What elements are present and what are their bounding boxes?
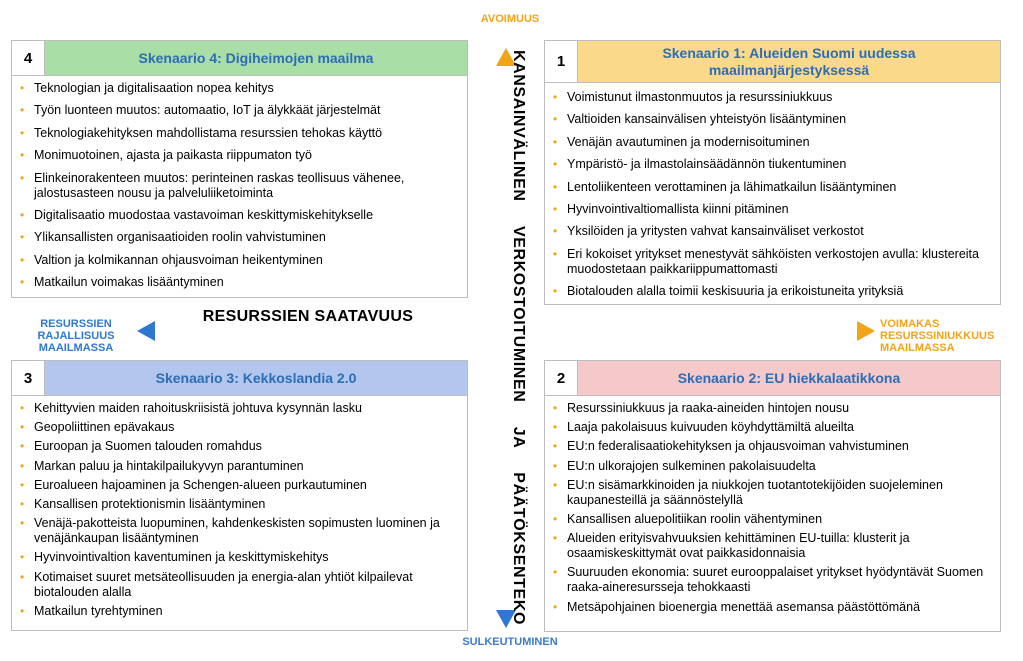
- list-item-text: Alueiden erityisvahvuuksien kehittäminen EU-tuilla: klusterit ja osaamiskeskittymät ovat paikkasidonnaisia: [567, 531, 910, 561]
- list-item: [12, 478, 467, 493]
- list-item-text: Hyvinvointivaltion kaventuminen ja keskittymiskehitys: [34, 550, 329, 565]
- bullet-icon: •: [553, 477, 558, 492]
- list-item-text: Geopoliittinen epävakaus: [34, 420, 175, 435]
- scenario-title: Skenaario 4: Digiheimojen maailma: [45, 41, 467, 75]
- list-item-text: Ylikansallisten organisaatioiden roolin vahvistuminen: [34, 230, 326, 245]
- list-item: [12, 81, 467, 96]
- list-item: [545, 439, 1000, 454]
- bullet-icon: •: [553, 599, 558, 614]
- bullet-icon: •: [20, 81, 25, 95]
- bullet-icon: •: [553, 531, 558, 546]
- list-item-text: Teknologian ja digitalisaation nopea kehitys: [34, 81, 274, 95]
- list-item: [12, 439, 467, 454]
- horizontal-axis-arrowhead-left: [137, 321, 155, 341]
- list-item: [12, 148, 467, 163]
- bullet-icon: •: [20, 439, 25, 454]
- axis-label-left: RESURSSIEN RAJALLISUUS MAAILMASSA: [37, 318, 115, 354]
- list-item-text: Teknologiakehityksen mahdollistama resurssien tehokas käyttö: [34, 125, 383, 140]
- list-item-text: Kansallisen aluepolitiikan roolin vähentyminen: [567, 511, 823, 526]
- bullet-icon: •: [20, 516, 25, 531]
- bullet-icon: •: [20, 230, 25, 245]
- bullet-icon: •: [553, 420, 558, 435]
- horizontal-axis-arrowhead-right: [857, 321, 875, 341]
- bullet-icon: •: [20, 496, 25, 511]
- bullet-icon: •: [20, 420, 25, 435]
- axis-label-top: AVOIMUUS: [480, 13, 540, 25]
- bullet-icon: •: [553, 401, 558, 415]
- list-item: [12, 230, 467, 245]
- scenario-number: 2: [545, 361, 578, 395]
- bullet-icon: •: [553, 157, 558, 172]
- list-item-text: Eri kokoiset yritykset menestyvät sähköisten verkostojen avulla: klustereita muodostetaan paikkariippumattomasti: [567, 246, 979, 276]
- list-item: [12, 550, 467, 565]
- axis-label-bottom: SULKEUTUMINEN: [462, 636, 558, 648]
- scenario-header: [545, 41, 1000, 82]
- bullet-icon: •: [553, 224, 558, 239]
- bullet-icon: •: [20, 275, 25, 290]
- list-item: [12, 570, 467, 600]
- list-item: [545, 247, 1000, 277]
- list-item: [545, 224, 1000, 239]
- list-item-text: Digitalisaatio muodostaa vastavoiman keskittymiskehitykselle: [34, 207, 374, 222]
- bullet-icon: •: [20, 477, 25, 492]
- scenario-body: [12, 395, 467, 623]
- scenario-header: [12, 41, 467, 75]
- list-item-text: Metsäpohjainen bioenergia menettää asemansa päästöttömänä: [567, 599, 921, 614]
- list-item-text: Valtioiden kansainvälisen yhteistyön lisääntyminen: [567, 112, 847, 127]
- list-item-text: Lentoliikenteen verottaminen ja lähimatkailun lisääntyminen: [567, 179, 897, 194]
- list-item: [545, 284, 1000, 299]
- list-item-text: Biotalouden alalla toimii keskisuuria ja erikoistuneita yrityksiä: [567, 284, 904, 299]
- list-item-text: Työn luonteen muutos: automaatio, IoT ja älykkäät järjestelmät: [34, 103, 381, 118]
- scenario-number: 4: [12, 41, 45, 75]
- bullet-icon: •: [20, 125, 25, 140]
- bullet-icon: •: [553, 565, 558, 580]
- bullet-icon: •: [20, 207, 25, 222]
- bullet-icon: •: [553, 284, 558, 299]
- list-item: [545, 512, 1000, 527]
- list-item: [12, 126, 467, 141]
- bullet-icon: •: [20, 458, 25, 473]
- list-item: [12, 171, 467, 201]
- list-item: [12, 253, 467, 268]
- bullet-icon: •: [553, 439, 558, 454]
- scenario-number: 1: [545, 41, 578, 82]
- list-item-text: Euroopan ja Suomen talouden romahdus: [34, 439, 262, 454]
- list-item: [12, 275, 467, 290]
- list-item: [545, 90, 1000, 105]
- scenario-header: [12, 361, 467, 395]
- bullet-icon: •: [20, 550, 25, 565]
- scenario-number: 3: [12, 361, 45, 395]
- scenario-title: Skenaario 1: Alueiden Suomi uudessa maailmanjärjestyksessä: [578, 41, 1000, 82]
- bullet-icon: •: [553, 179, 558, 194]
- list-item-text: Venäjä-pakotteista luopuminen, kahdenkeskisten sopimusten luominen ja venäjänkaupan lisääntyminen: [34, 516, 440, 546]
- list-item-text: Kotimaiset suuret metsäteollisuuden ja energia-alan yhtiöt kilpailevat biotalouden alalla: [34, 569, 413, 599]
- list-item: [545, 135, 1000, 150]
- list-item-text: Voimistunut ilmastonmuutos ja resurssiniukkuus: [567, 90, 833, 104]
- list-item: [12, 401, 467, 416]
- bullet-icon: •: [553, 458, 558, 473]
- list-item: [12, 516, 467, 546]
- list-item-text: Kansallisen protektionismin lisääntyminen: [34, 496, 266, 511]
- list-item-text: Matkailun tyrehtyminen: [34, 603, 163, 618]
- list-item: [545, 157, 1000, 172]
- bullet-icon: •: [20, 170, 25, 185]
- list-item: [12, 208, 467, 223]
- list-item: [545, 565, 1000, 595]
- bullet-icon: •: [553, 511, 558, 526]
- scenario-item-list: [12, 81, 467, 290]
- list-item-text: Markan paluu ja hintakilpailukyvyn parantuminen: [34, 458, 304, 473]
- list-item-text: Euroalueen hajoaminen ja Schengen-alueen purkautuminen: [34, 477, 367, 492]
- list-item-text: Suuruuden ekonomia: suuret eurooppalaiset yritykset hyödyntävät Suomen raaka-aineresursseja tehokkaasti: [567, 565, 984, 595]
- list-item: [545, 420, 1000, 435]
- list-item: [12, 103, 467, 118]
- scenario-body: [12, 75, 467, 298]
- bullet-icon: •: [553, 134, 558, 149]
- bullet-icon: •: [20, 569, 25, 584]
- list-item: [545, 478, 1000, 508]
- bullet-icon: •: [20, 103, 25, 118]
- list-item-text: Kehittyvien maiden rahoituskriisistä johtuva kysynnän lasku: [34, 401, 362, 415]
- list-item: [545, 531, 1000, 561]
- list-item-text: EU:n sisämarkkinoiden ja niukkojen tuotantotekijöiden suojeleminen kaupanesteillä ja säännöstelyllä: [567, 477, 943, 507]
- list-item: [545, 600, 1000, 615]
- scenario-body: [545, 395, 1000, 619]
- vertical-axis-title: KANSAINVÄLINEN VERKOSTOITUMINEN JA PÄÄTÖKSENTEKO: [510, 50, 527, 625]
- scenario-card-4: [11, 40, 468, 298]
- list-item: [12, 604, 467, 619]
- bullet-icon: •: [20, 603, 25, 618]
- scenario-title: Skenaario 3: Kekkoslandia 2.0: [45, 361, 467, 395]
- axis-label-right: VOIMAKAS RESURSSINIUKKUUS MAAILMASSA: [880, 318, 995, 354]
- list-item: [545, 202, 1000, 217]
- list-item: [545, 180, 1000, 195]
- bullet-icon: •: [20, 401, 25, 415]
- list-item: [12, 420, 467, 435]
- list-item: [545, 401, 1000, 416]
- scenario-item-list: [12, 401, 467, 619]
- bullet-icon: •: [553, 90, 558, 104]
- list-item-text: EU:n ulkorajojen sulkeminen pakolaisuudelta: [567, 458, 816, 473]
- scenario-card-2: [544, 360, 1001, 632]
- list-item-text: Ympäristö- ja ilmastolainsäädännön tiukentuminen: [567, 157, 847, 172]
- scenario-item-list: [545, 90, 1000, 299]
- list-item: [545, 112, 1000, 127]
- list-item: [545, 459, 1000, 474]
- bullet-icon: •: [20, 148, 25, 163]
- scenario-body: [545, 82, 1000, 307]
- list-item-text: Hyvinvointivaltiomallista kiinni pitäminen: [567, 201, 789, 216]
- list-item-text: Venäjän avautuminen ja modernisoituminen: [567, 134, 810, 149]
- list-item-text: Yksilöiden ja yritysten vahvat kansainväliset verkostot: [567, 224, 864, 239]
- list-item: [12, 459, 467, 474]
- scenario-header: [545, 361, 1000, 395]
- bullet-icon: •: [553, 246, 558, 261]
- scenario-card-3: [11, 360, 468, 631]
- list-item-text: EU:n federalisaatiokehityksen ja ohjausvoiman vahvistuminen: [567, 439, 909, 454]
- scenario-item-list: [545, 401, 1000, 615]
- bullet-icon: •: [553, 112, 558, 127]
- scenario-title: Skenaario 2: EU hiekkalaatikkona: [578, 361, 1000, 395]
- scenario-card-1: [544, 40, 1001, 305]
- bullet-icon: •: [553, 201, 558, 216]
- list-item: [12, 497, 467, 512]
- list-item-text: Monimuotoinen, ajasta ja paikasta riippumaton työ: [34, 148, 312, 163]
- list-item-text: Laaja pakolaisuus kuivuuden köyhdyttämiltä alueilta: [567, 420, 854, 435]
- list-item-text: Matkailun voimakas lisääntyminen: [34, 275, 224, 290]
- list-item-text: Resurssiniukkuus ja raaka-aineiden hintojen nousu: [567, 401, 850, 415]
- bullet-icon: •: [20, 252, 25, 267]
- list-item-text: Valtion ja kolmikannan ohjausvoiman heikentyminen: [34, 252, 323, 267]
- horizontal-axis-title: RESURSSIEN SAATAVUUS: [202, 308, 414, 325]
- list-item-text: Elinkeinorakenteen muutos: perinteinen raskas teollisuus vähenee, jalostusasteen nousu ja palveluliiketoiminta: [34, 170, 405, 200]
